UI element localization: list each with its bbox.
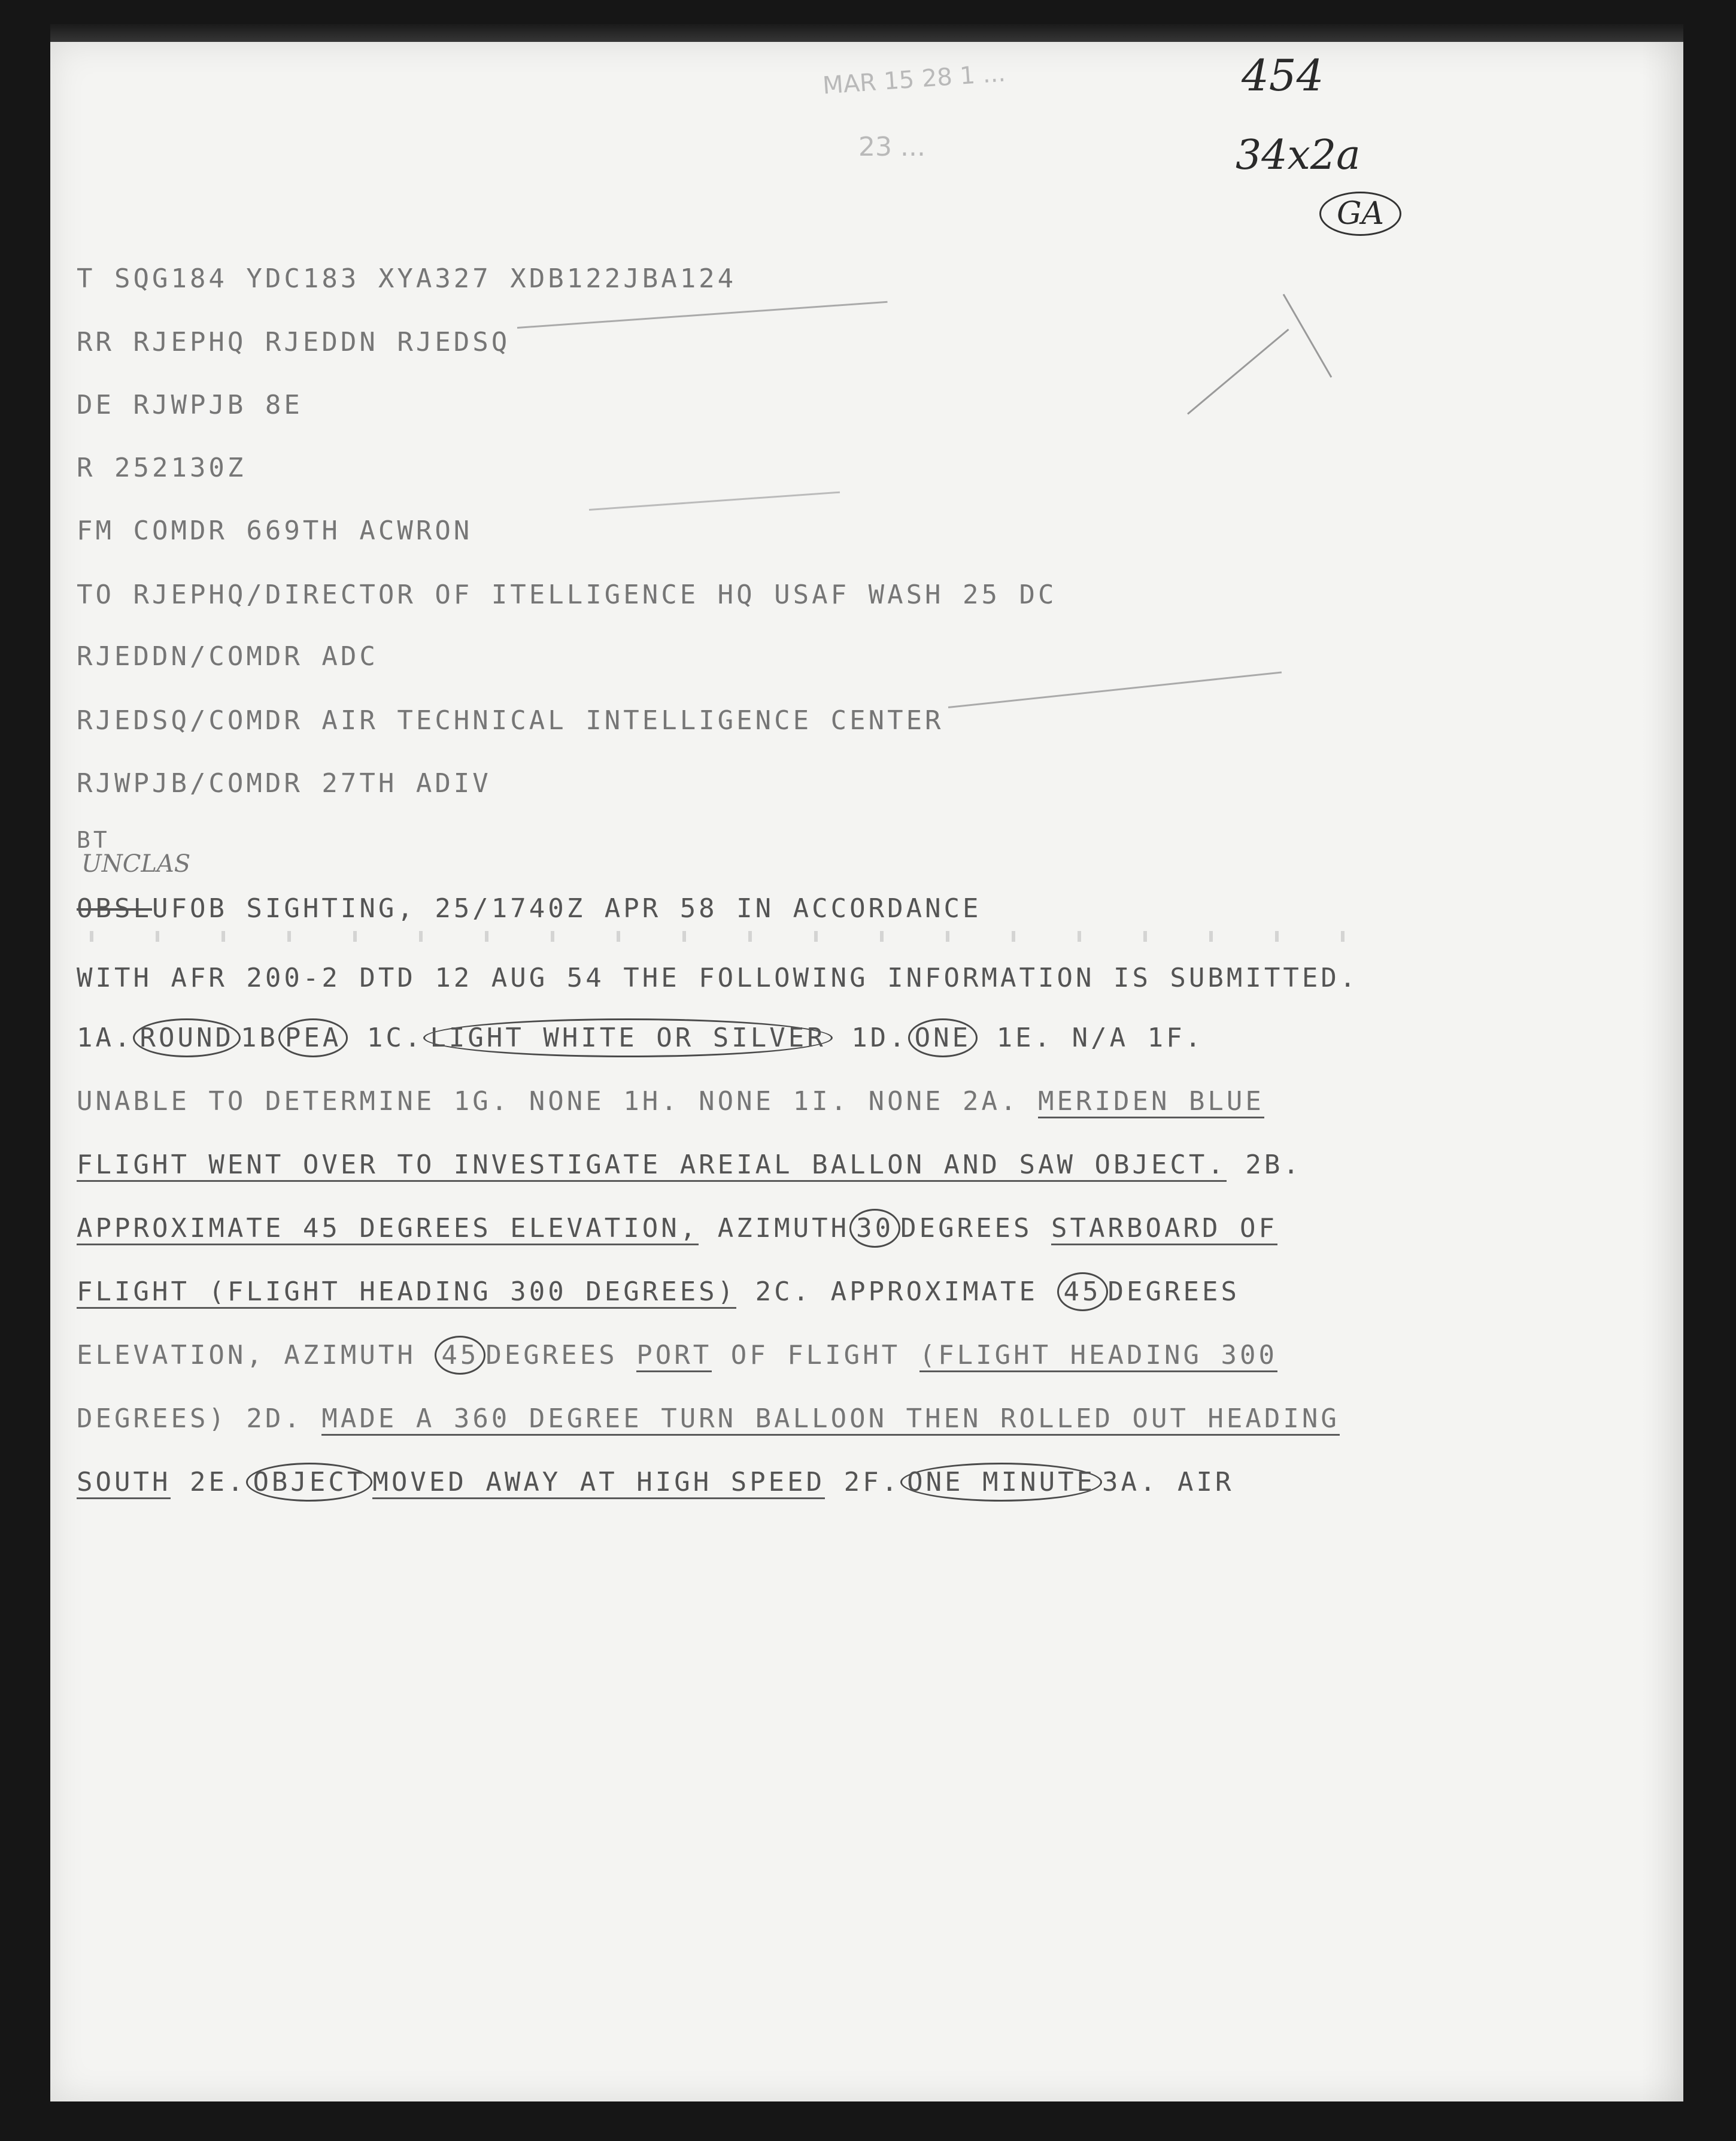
film-edge	[50, 24, 1683, 44]
circled-azimuth-2: 45	[435, 1336, 485, 1375]
underlined-text: APPROXIMATE 45 DEGREES ELEVATION,	[77, 1213, 699, 1245]
page-shadow	[1641, 42, 1683, 2101]
underlined-text: FLIGHT (FLIGHT HEADING 300 DEGREES)	[77, 1276, 736, 1309]
smudge-row	[90, 931, 1347, 942]
underlined-text: PORT	[636, 1340, 712, 1372]
pen-stroke	[517, 301, 888, 329]
handwritten-code-1: 454	[1242, 50, 1324, 101]
circled-size: PEA	[278, 1018, 348, 1057]
underlined-text: FLIGHT WENT OVER TO INVESTIGATE AREIAL BALLON AND SAW OBJECT.	[77, 1150, 1227, 1182]
underlined-text: MADE A 360 DEGREE TURN BALLOON THEN ROLLED OUT HEADING	[321, 1403, 1339, 1436]
body-line-4: FLIGHT WENT OVER TO INVESTIGATE AREIAL BALLON AND SAW OBJECT. 2B.	[77, 1152, 1302, 1178]
circled-color: LIGHT WHITE OR SILVER	[423, 1018, 832, 1057]
pen-stroke	[948, 671, 1282, 708]
handwritten-code-2: 34x2a	[1236, 132, 1361, 179]
routing-line: RJWPJB/COMDR 27TH ADIV	[77, 768, 491, 799]
circled-initials: GA	[1319, 192, 1401, 236]
pen-stroke	[1187, 329, 1289, 415]
classification-handwritten: UNCLAS	[81, 850, 191, 878]
faint-received-stamp-2: 23 ...	[858, 132, 925, 162]
subject-text: UFOB SIGHTING, 25/1740Z APR 58 IN ACCORDANCE	[151, 893, 982, 924]
circled-shape: ROUND	[133, 1018, 240, 1057]
routing-line: FM COMDR 669TH ACWRON	[77, 515, 473, 546]
body-line-3: UNABLE TO DETERMINE 1G. NONE 1H. NONE 1I. NONE 2A. MERIDEN BLUE	[77, 1088, 1264, 1115]
body-line-9: SOUTH 2E. OBJECT MOVED AWAY AT HIGH SPEED 2F. ONE MINUTE 3A. AIR	[77, 1469, 1234, 1496]
body-line-2: 1A. ROUND 1B PEA 1C. LIGHT WHITE OR SILVER 1D. ONE 1E. N/A 1F.	[77, 1025, 1204, 1051]
routing-line: RJEDSQ/COMDR AIR TECHNICAL INTELLIGENCE CENTER	[77, 705, 944, 736]
body-line-7: ELEVATION, AZIMUTH 45 DEGREES PORT OF FLIGHT (FLIGHT HEADING 300	[77, 1342, 1277, 1369]
struck-text: OBSL	[77, 893, 152, 924]
routing-line: R 252130Z	[77, 453, 247, 483]
body-line-5: APPROXIMATE 45 DEGREES ELEVATION, AZIMUTH 30 DEGREES STARBOARD OF	[77, 1215, 1277, 1242]
underlined-text: STARBOARD OF	[1051, 1213, 1277, 1245]
circled-duration: ONE MINUTE	[900, 1463, 1102, 1502]
body-line-1: WITH AFR 200-2 DTD 12 AUG 54 THE FOLLOWING INFORMATION IS SUBMITTED.	[77, 963, 1359, 993]
subject-line	[77, 893, 982, 924]
circled-object: OBJECT	[246, 1463, 372, 1502]
routing-line: TO RJEPHQ/DIRECTOR OF ITELLIGENCE HQ USAF WASH 25 DC	[77, 580, 1057, 610]
circled-azimuth: 30	[849, 1209, 900, 1248]
break-marker: BT	[77, 827, 110, 853]
routing-line: T SQG184 YDC183 XYA327 XDB122JBA124	[77, 263, 737, 294]
underlined-text: MERIDEN BLUE	[1038, 1086, 1264, 1118]
circled-number: ONE	[908, 1018, 978, 1057]
routing-line: RR RJEPHQ RJEDDN RJEDSQ	[77, 327, 511, 357]
body-line-6: FLIGHT (FLIGHT HEADING 300 DEGREES) 2C. APPROXIMATE 45 DEGREES	[77, 1279, 1240, 1305]
circled-elevation: 45	[1057, 1272, 1108, 1311]
body-line-8: DEGREES) 2D. MADE A 360 DEGREE TURN BALLOON THEN ROLLED OUT HEADING	[77, 1406, 1340, 1432]
underlined-text: (FLIGHT HEADING 300	[919, 1340, 1277, 1372]
underlined-text: MOVED AWAY AT HIGH SPEED	[372, 1467, 825, 1499]
underlined-text: SOUTH	[77, 1467, 171, 1499]
pen-stroke	[1283, 294, 1333, 378]
routing-line: DE RJWPJB 8E	[77, 390, 303, 420]
pen-stroke	[589, 492, 840, 511]
faint-received-stamp: MAR 15 28 1 ...	[821, 59, 1007, 100]
routing-line: RJEDDN/COMDR ADC	[77, 641, 378, 672]
